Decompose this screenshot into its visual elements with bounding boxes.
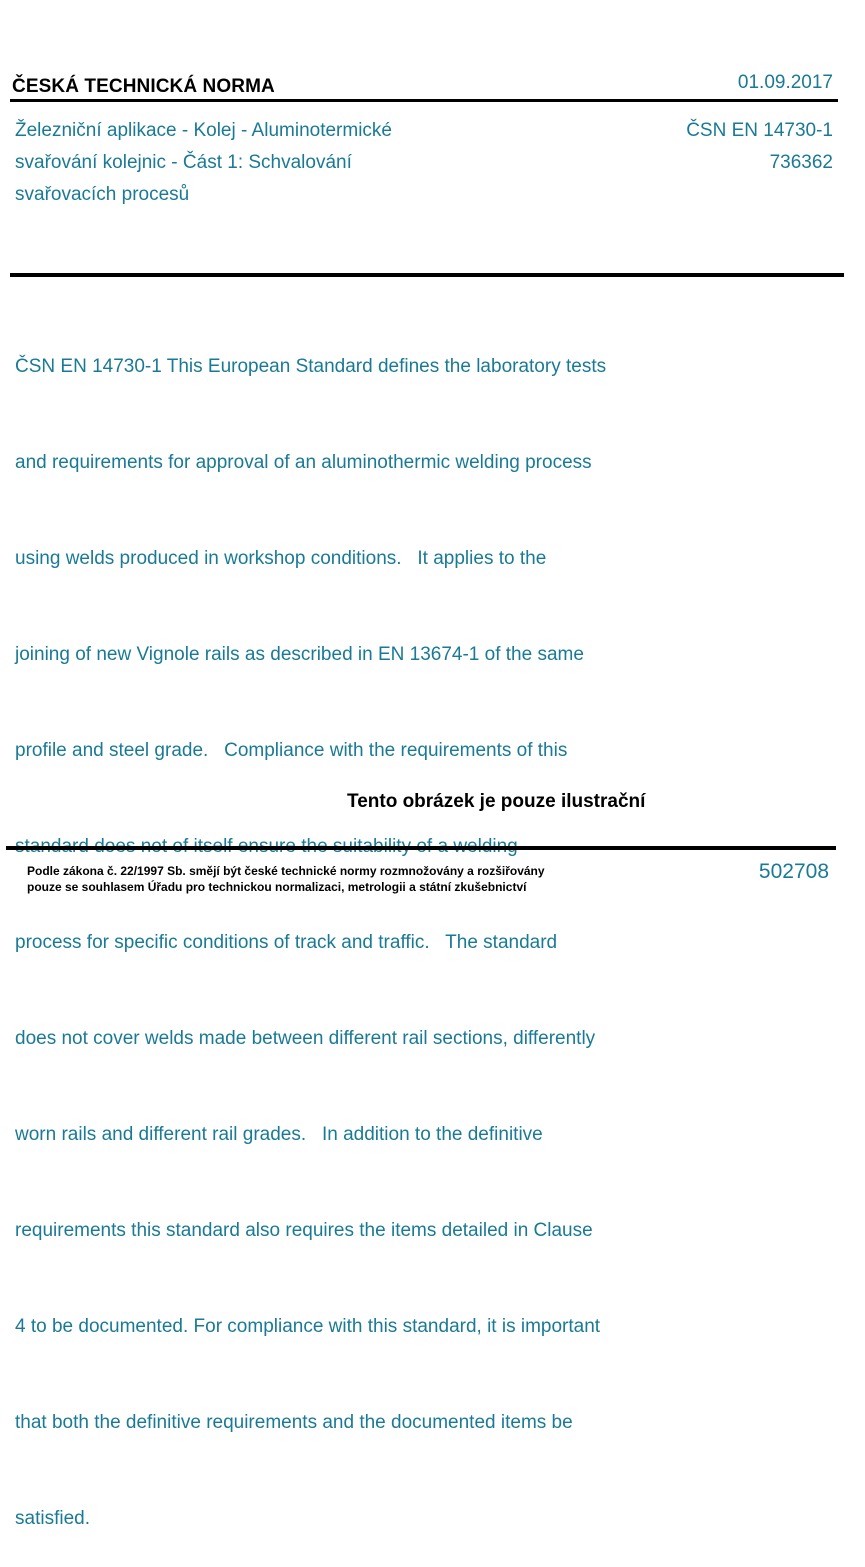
footer-number: 502708 [758, 860, 829, 883]
abstract-line: worn rails and different rail grades. In addition to the definitive [15, 1124, 543, 1145]
abstract-line: profile and steel grade. Compliance with the requirements of this [15, 740, 568, 761]
header-title: ČESKÁ TECHNICKÁ NORMA [12, 76, 275, 97]
abstract-line: joining of new Vignole rails as described in EN 13674-1 of the same [15, 644, 584, 665]
document-class-number: 736362 [769, 152, 833, 173]
legal-line: Podle zákona č. 22/1997 Sb. smějí být české technické normy rozmnožovány a rozšiřovány [27, 864, 545, 878]
document-code-block [686, 115, 833, 179]
legal-line: pouze se souhlasem Úřadu pro technickou normalizaci, metrologii a státní zkušebnictví [27, 880, 527, 894]
abstract-line: satisfied. [15, 1508, 90, 1529]
document-code: ČSN EN 14730-1 [686, 120, 833, 141]
document-title [15, 115, 535, 211]
abstract-line: 4 to be documented. For compliance with this standard, it is important [15, 1316, 601, 1337]
abstract-line: and requirements for approval of an aluminothermic welding process [15, 452, 592, 473]
document-title-line: Železniční aplikace - Kolej - Aluminotermické [15, 120, 392, 141]
abstract-line: that both the definitive requirements and the documented items be [15, 1412, 573, 1433]
abstract-line: process for specific conditions of track and traffic. The standard [15, 932, 558, 953]
document-title-line: svařování kolejnic - Část 1: Schvalování [15, 152, 352, 173]
abstract-line: requirements this standard also requires the items detailed in Clause [15, 1220, 593, 1241]
abstract-line: ČSN EN 14730-1 This European Standard defines the laboratory tests [15, 356, 607, 377]
middle-divider [10, 273, 844, 277]
abstract-line: does not cover welds made between different rail sections, differently [15, 1028, 596, 1049]
abstract-text [15, 287, 695, 1567]
abstract-line: using welds produced in workshop conditions. It applies to the [15, 548, 547, 569]
document-title-line: svařovacích procesů [15, 184, 190, 205]
header-date: 01.09.2017 [737, 72, 833, 93]
legal-notice [27, 863, 545, 895]
illustrative-note: Tento obrázek je pouze ilustrační [347, 791, 646, 812]
bottom-divider [6, 846, 836, 850]
top-divider [10, 99, 838, 102]
